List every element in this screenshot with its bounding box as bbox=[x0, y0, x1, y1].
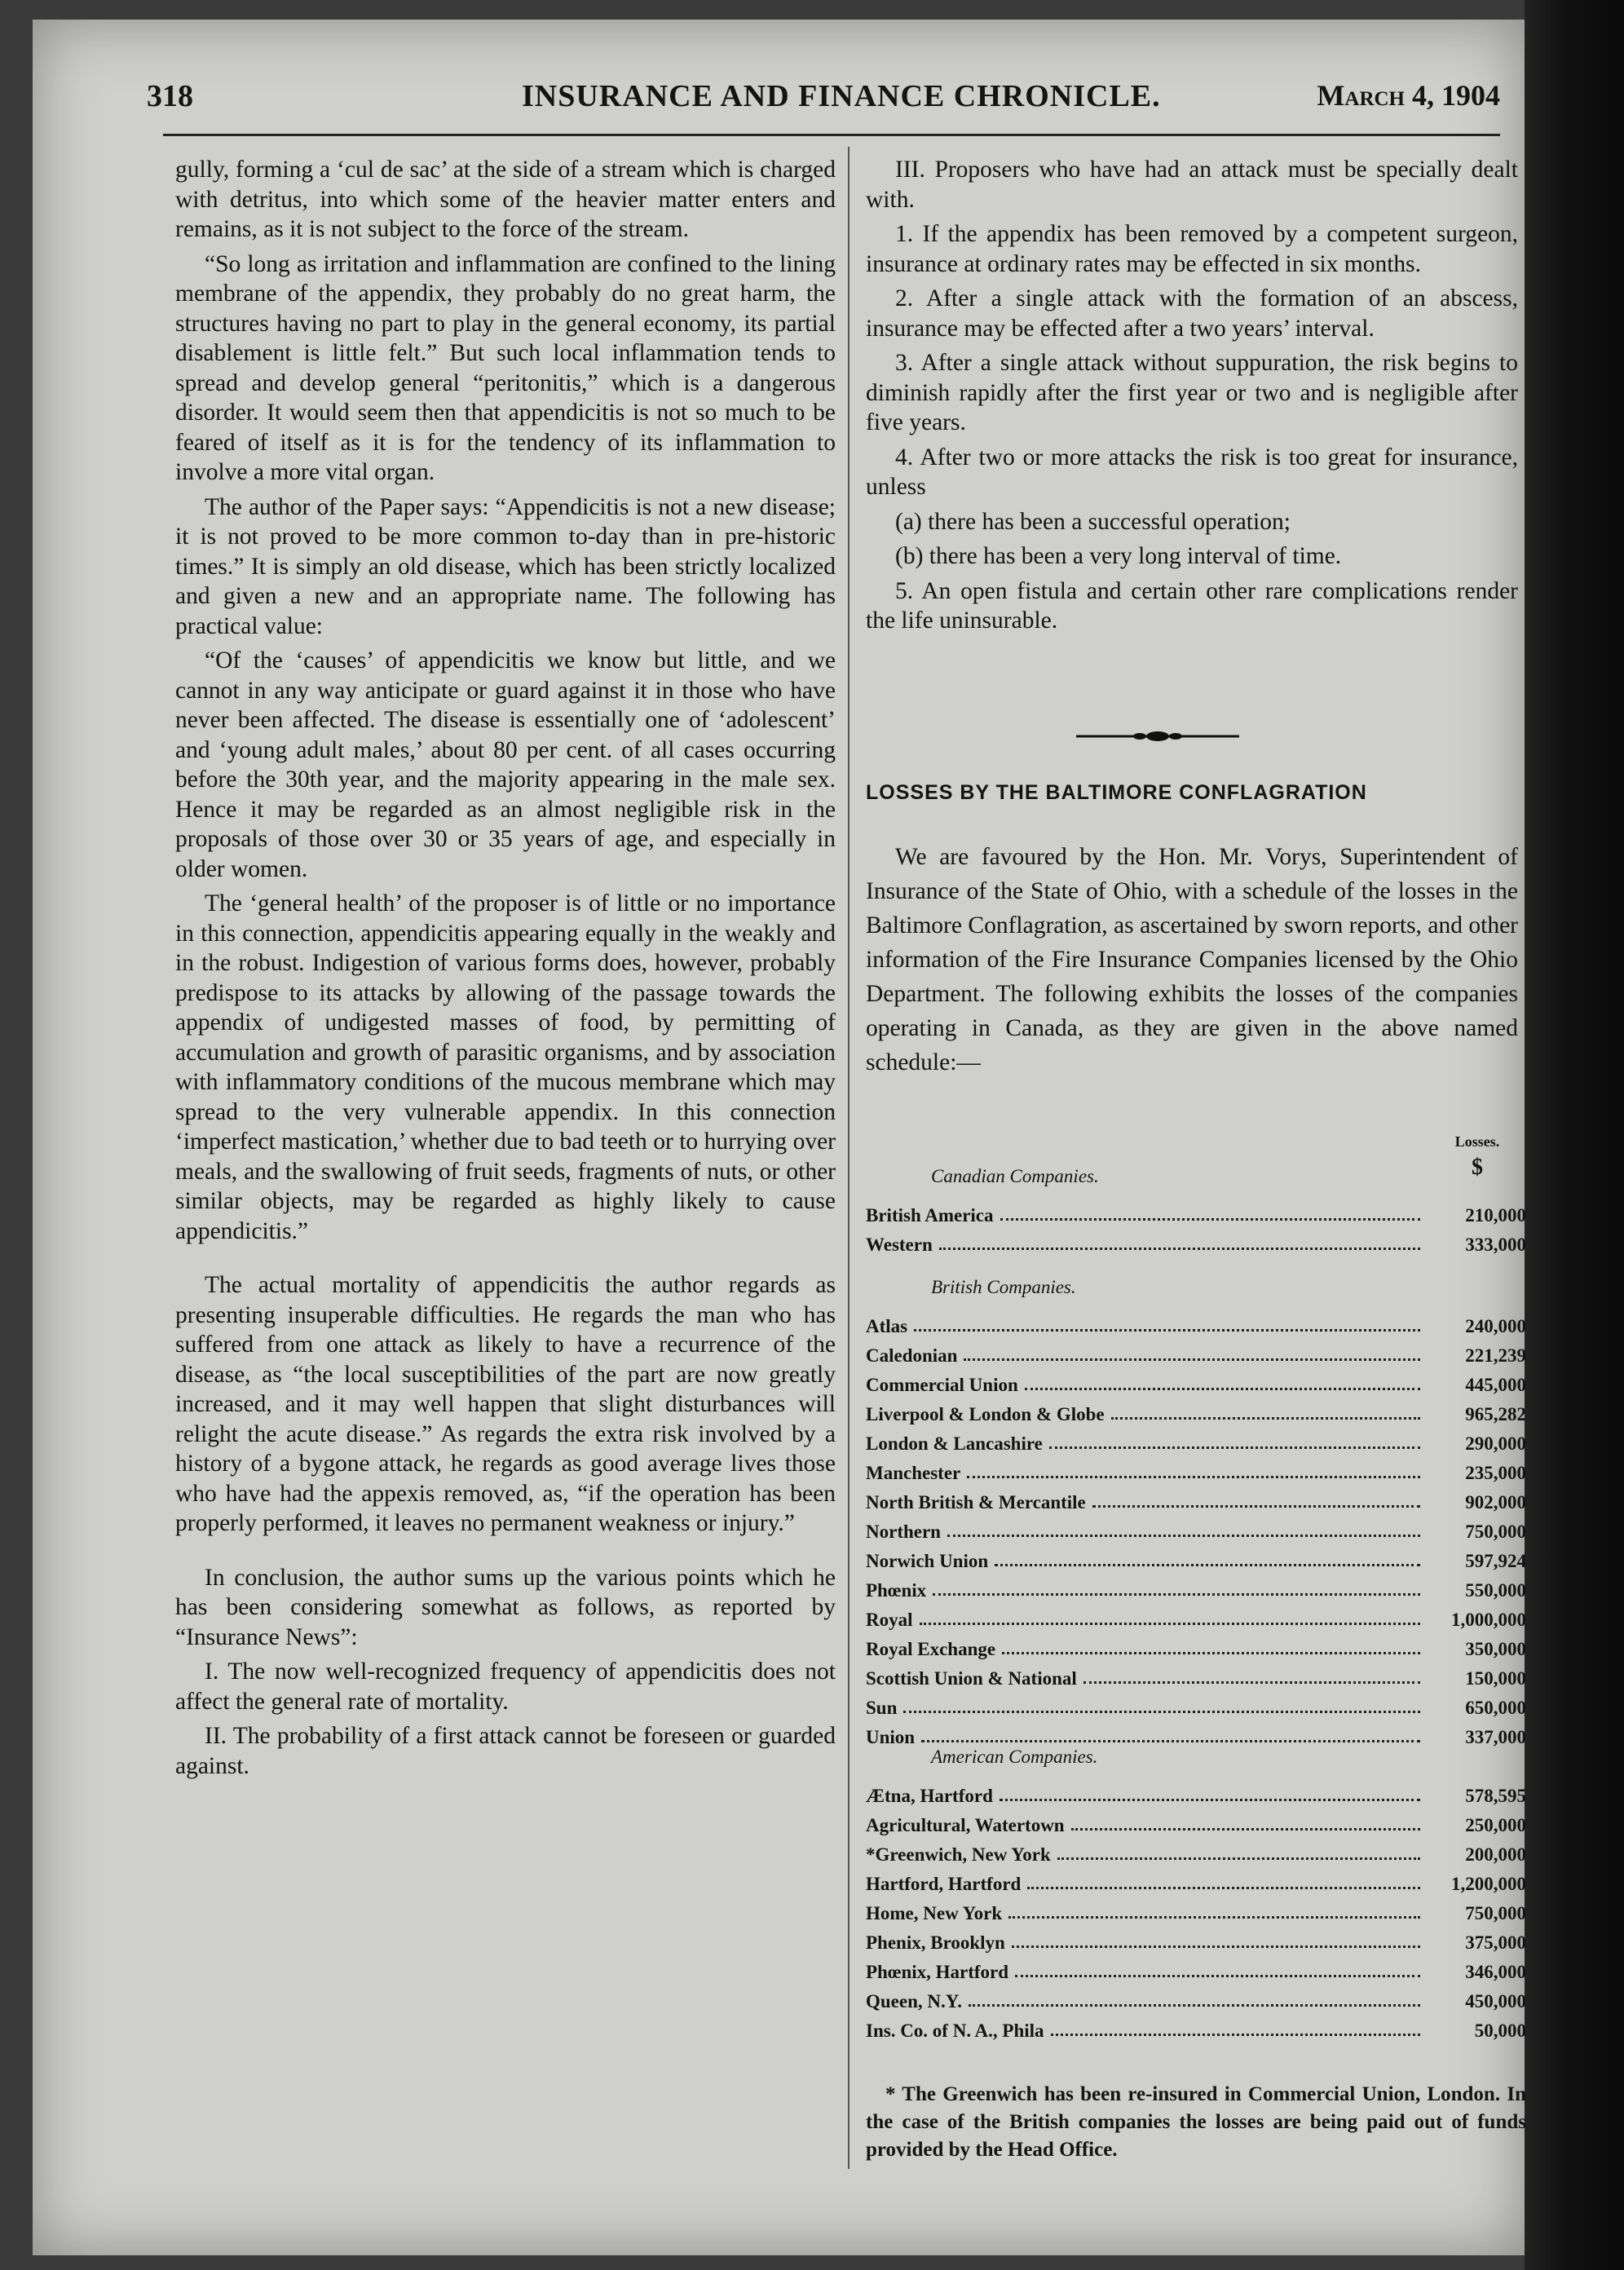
loss-amount: 240,000 bbox=[1465, 1316, 1526, 1336]
company-name: Norwich Union bbox=[866, 1551, 989, 1571]
loss-amount: 375,000 bbox=[1465, 1932, 1526, 1953]
company-name: Caledonian bbox=[866, 1345, 958, 1366]
company-name: Manchester bbox=[866, 1463, 961, 1483]
loss-amount: 750,000 bbox=[1465, 1521, 1526, 1542]
leader-dots bbox=[1012, 1945, 1420, 1948]
paragraph: The ‘general health’ of the proposer is of little or no importance in this connection, appendicitis appearing equally in the weakly and in the robust. Indigestion of various forms does, however, probably predispose to its attacks by allowing of the passage towards the appendix of undigested masses of food, by permitting of accumulation and growth of parasitic organisms, and by association with inflammatory conditions of the mucous membrane which may spread to the very vulnerable appendix. In this connection ‘imperfect mastication,’ whether due to bad teeth or to hurrying over meals, and the swallowing of fruit seeds, fragments of nuts, or other similar objects, may be regarded as highly likely to cause appendicitis.” bbox=[175, 890, 836, 1244]
ornament-divider bbox=[1076, 728, 1239, 744]
company-group-title: Canadian Companies. bbox=[931, 1166, 1099, 1186]
paragraph: 5. An open fistula and certain other rare complications render the life uninsurable. bbox=[866, 577, 1518, 634]
header-rule bbox=[163, 134, 1500, 136]
section-intro bbox=[866, 840, 1518, 1080]
leader-dots bbox=[947, 1535, 1420, 1537]
leader-dots bbox=[1008, 1916, 1420, 1919]
loss-amount: 290,000 bbox=[1465, 1433, 1526, 1454]
table-row bbox=[866, 1991, 1526, 2020]
paragraph: II. The probability of a first attack cannot be foreseen or guarded against. bbox=[175, 1723, 836, 1779]
column-divider bbox=[848, 147, 850, 2169]
table-row bbox=[866, 1463, 1526, 1492]
loss-amount: 578,595 bbox=[1465, 1786, 1526, 1806]
company-name: British America bbox=[866, 1205, 994, 1226]
company-name: London & Lancashire bbox=[866, 1433, 1043, 1454]
leader-dots bbox=[903, 1711, 1420, 1713]
loss-amount: 350,000 bbox=[1465, 1639, 1526, 1659]
table-row bbox=[866, 1610, 1526, 1639]
table-row bbox=[866, 1375, 1526, 1404]
loss-amount: 221,239 bbox=[1465, 1345, 1526, 1366]
table-row bbox=[866, 1205, 1526, 1234]
leader-dots bbox=[939, 1248, 1420, 1250]
leader-dots bbox=[1071, 1828, 1420, 1831]
running-header bbox=[147, 78, 1500, 127]
company-name: Liverpool & London & Globe bbox=[866, 1404, 1105, 1424]
paragraph: The actual mortality of appendicitis the author regards as presenting insuperable difficulties. He regards the man who has suffered from one attack as likely to have a recurrence of the disease, as “the local susceptibilities of the part are now greatly increased, and it may well happen that slight disturbances will relight the acute disease.” As regards the extra risk involved by a history of a bygone attack, he regards as good average lives those who have had the appexis removed, as, “if the operation has been properly performed, it leaves no permanent weakness or injury.” bbox=[175, 1272, 836, 1536]
company-name: Ins. Co. of N. A., Phila bbox=[866, 2020, 1044, 2041]
company-name: Home, New York bbox=[866, 1903, 1003, 1923]
leader-dots bbox=[995, 1564, 1420, 1566]
company-name: Scottish Union & National bbox=[866, 1668, 1077, 1689]
loss-amount: 50,000 bbox=[1474, 2020, 1526, 2041]
company-name: Western bbox=[866, 1234, 933, 1255]
loss-amount: 965,282 bbox=[1465, 1404, 1526, 1424]
loss-amount: 150,000 bbox=[1465, 1668, 1526, 1689]
table-row bbox=[866, 1580, 1526, 1610]
footnote-text: * The Greenwich has been re-insured in Commercial Union, London. In the case of the British companies the losses are being paid out of funds provided by the Head Office. bbox=[866, 2083, 1526, 2161]
paragraph: (a) there has been a successful operation; bbox=[895, 508, 1291, 535]
leader-dots bbox=[1051, 2034, 1420, 2036]
loss-amount: 1,200,000 bbox=[1451, 1874, 1526, 1894]
company-name: Phœnix bbox=[866, 1580, 927, 1601]
table-row bbox=[866, 1668, 1526, 1698]
company-name: Agricultural, Watertown bbox=[866, 1815, 1065, 1835]
loss-amount: 346,000 bbox=[1465, 1962, 1526, 1982]
leader-dots bbox=[1000, 1218, 1421, 1221]
table-row bbox=[866, 2020, 1526, 2050]
leader-dots bbox=[1092, 1505, 1420, 1508]
company-name: *Greenwich, New York bbox=[866, 1844, 1051, 1865]
loss-amount: 210,000 bbox=[1465, 1205, 1526, 1226]
leader-dots bbox=[1027, 1887, 1420, 1889]
currency-header: $ bbox=[1472, 1155, 1483, 1180]
table-row bbox=[866, 1844, 1526, 1874]
table-row bbox=[866, 1404, 1526, 1433]
intro-paragraph: We are favoured by the Hon. Mr. Vorys, Superintendent of Insurance of the State of Ohio, with a schedule of the losses in the Baltimore Conflagration, as ascertained by sworn reports, and other information of the Fire Insurance Companies licensed by the Ohio Department. The following exhibits the losses of the companies operating in Canada, as they are given in the above named schedule:— bbox=[866, 844, 1518, 1075]
loss-amount: 333,000 bbox=[1465, 1234, 1526, 1255]
paragraph: 2. After a single attack with the formation of an abscess, insurance may be effected after a two years’ interval. bbox=[866, 285, 1518, 342]
table-row bbox=[866, 1639, 1526, 1668]
company-name: Hartford, Hartford bbox=[866, 1874, 1022, 1894]
leader-dots bbox=[920, 1623, 1421, 1625]
paragraph: I. The now well-recognized frequency of appendicitis does not affect the general rate of mortality. bbox=[175, 1658, 836, 1715]
paragraph: In conclusion, the author sums up the various points which he has been considering somewhat as follows, as reported by “Insurance News”: bbox=[175, 1564, 836, 1650]
book-spine-edge bbox=[1525, 0, 1624, 2270]
paragraph: III. Proposers who have had an attack must be specially dealt with. bbox=[866, 157, 1518, 213]
paragraph: 3. After a single attack without suppuration, the risk begins to diminish rapidly after the first year or two and is negligible after five years. bbox=[866, 350, 1518, 435]
right-column bbox=[866, 155, 1518, 641]
paragraph: The author of the Paper says: “Appendicitis is not a new disease; it is not proved to be more common to-day than in pre-historic times.” It is simply an old disease, which has been strictly localized and given a new and an appropriate name. The following has practical value: bbox=[175, 493, 836, 639]
footnote bbox=[866, 2081, 1526, 2164]
company-group-title: British Companies. bbox=[931, 1277, 1076, 1297]
company-name: Union bbox=[866, 1727, 916, 1747]
leader-dots bbox=[1049, 1446, 1420, 1449]
loss-amount: 250,000 bbox=[1465, 1815, 1526, 1835]
table-row bbox=[866, 1698, 1526, 1727]
company-name: Phœnix, Hartford bbox=[866, 1962, 1009, 1982]
leader-dots bbox=[964, 1358, 1420, 1361]
table-row bbox=[866, 1786, 1526, 1815]
company-name: Royal Exchange bbox=[866, 1639, 996, 1659]
table-row bbox=[866, 1316, 1526, 1345]
company-name: Commercial Union bbox=[866, 1375, 1018, 1395]
loss-amount: 200,000 bbox=[1465, 1844, 1526, 1865]
section-title: LOSSES BY THE BALTIMORE CONFLAGRATION bbox=[866, 781, 1367, 804]
loss-amount: 902,000 bbox=[1465, 1492, 1526, 1513]
loss-amount: 450,000 bbox=[1465, 1991, 1526, 2012]
company-name: Sun bbox=[866, 1698, 898, 1718]
company-name: Royal bbox=[866, 1610, 913, 1630]
journal-title: INSURANCE AND FINANCE CHRONICLE. bbox=[522, 79, 1161, 113]
leader-dots bbox=[1015, 1975, 1420, 1977]
company-name: Queen, N.Y. bbox=[866, 1991, 962, 2012]
table-row bbox=[866, 1962, 1526, 1991]
leader-dots bbox=[1057, 1857, 1420, 1860]
leader-dots bbox=[933, 1593, 1420, 1596]
loss-amount: 445,000 bbox=[1465, 1375, 1526, 1395]
table-row bbox=[866, 1874, 1526, 1903]
paragraph: gully, forming a ‘cul de sac’ at the side of a stream which is charged with detritus, into which some of the heavier matter enters and remains, as it is not subject to the force of the stream. bbox=[175, 157, 836, 242]
company-group-title: American Companies. bbox=[931, 1747, 1098, 1767]
loss-amount: 235,000 bbox=[1465, 1463, 1526, 1483]
losses-column-header: Losses. bbox=[1454, 1133, 1500, 1150]
table-row bbox=[866, 1234, 1526, 1264]
loss-amount: 650,000 bbox=[1465, 1698, 1526, 1718]
leader-dots bbox=[1083, 1681, 1420, 1684]
table-row bbox=[866, 1903, 1526, 1932]
paragraph: 1. If the appendix has been removed by a competent surgeon, insurance at ordinary rates may be effected in six months. bbox=[866, 221, 1518, 277]
company-name: Northern bbox=[866, 1521, 941, 1542]
leader-dots bbox=[1111, 1417, 1420, 1420]
table-row bbox=[866, 1551, 1526, 1580]
issue-date: March 4, 1904 bbox=[1317, 79, 1500, 112]
page-number: 318 bbox=[147, 79, 193, 113]
loss-amount: 337,000 bbox=[1465, 1727, 1526, 1747]
company-name: Phenix, Brooklyn bbox=[866, 1932, 1005, 1953]
leader-dots bbox=[1002, 1652, 1420, 1654]
table-row bbox=[866, 1345, 1526, 1375]
leader-dots bbox=[914, 1329, 1420, 1332]
loss-amount: 597,924 bbox=[1465, 1551, 1526, 1571]
paragraph: (b) there has been a very long interval of time. bbox=[895, 543, 1342, 569]
leader-dots bbox=[921, 1740, 1420, 1742]
leader-dots bbox=[969, 2004, 1420, 2007]
paragraph: “Of the ‘causes’ of appendicitis we know but little, and we cannot in any way anticipate or guard against it in those who have never been affected. The disease is essentially one of ‘adolescent’ and ‘young adult males,’ about 80 per cent. of all cases occurring before the 30th year, and the majority appearing in the male sex. Hence it may be regarded as an almost negligible risk in the proposals of those over 30 or 35 years of age, and especially in older women. bbox=[175, 647, 836, 882]
table-row bbox=[866, 1932, 1526, 1962]
table-row bbox=[866, 1433, 1526, 1463]
paragraph: 4. After two or more attacks the risk is too great for insurance, unless bbox=[866, 444, 1518, 500]
company-name: Atlas bbox=[866, 1316, 908, 1336]
left-column bbox=[175, 155, 836, 1786]
leader-dots bbox=[1000, 1799, 1420, 1801]
company-name: Ætna, Hartford bbox=[866, 1786, 993, 1806]
table-row bbox=[866, 1492, 1526, 1521]
table-row bbox=[866, 1815, 1526, 1844]
leader-dots bbox=[1025, 1388, 1420, 1390]
leader-dots bbox=[967, 1476, 1420, 1478]
paragraph: “So long as irritation and inflammation are confined to the lining membrane of the appendix, they probably do no great harm, the structures having no part to play in the general economy, its partial disablement is little felt.” But such local inflammation tends to spread and develop general “peritonitis,” which is a dangerous disorder. It would seem then that appendicitis is not so much to be feared of itself as it is for the tendency of its inflammation to involve a more vital organ. bbox=[175, 250, 836, 485]
loss-amount: 550,000 bbox=[1465, 1580, 1526, 1601]
loss-amount: 1,000,000 bbox=[1451, 1610, 1526, 1630]
loss-amount: 750,000 bbox=[1465, 1903, 1526, 1923]
company-name: North British & Mercantile bbox=[866, 1492, 1086, 1513]
table-row bbox=[866, 1521, 1526, 1551]
